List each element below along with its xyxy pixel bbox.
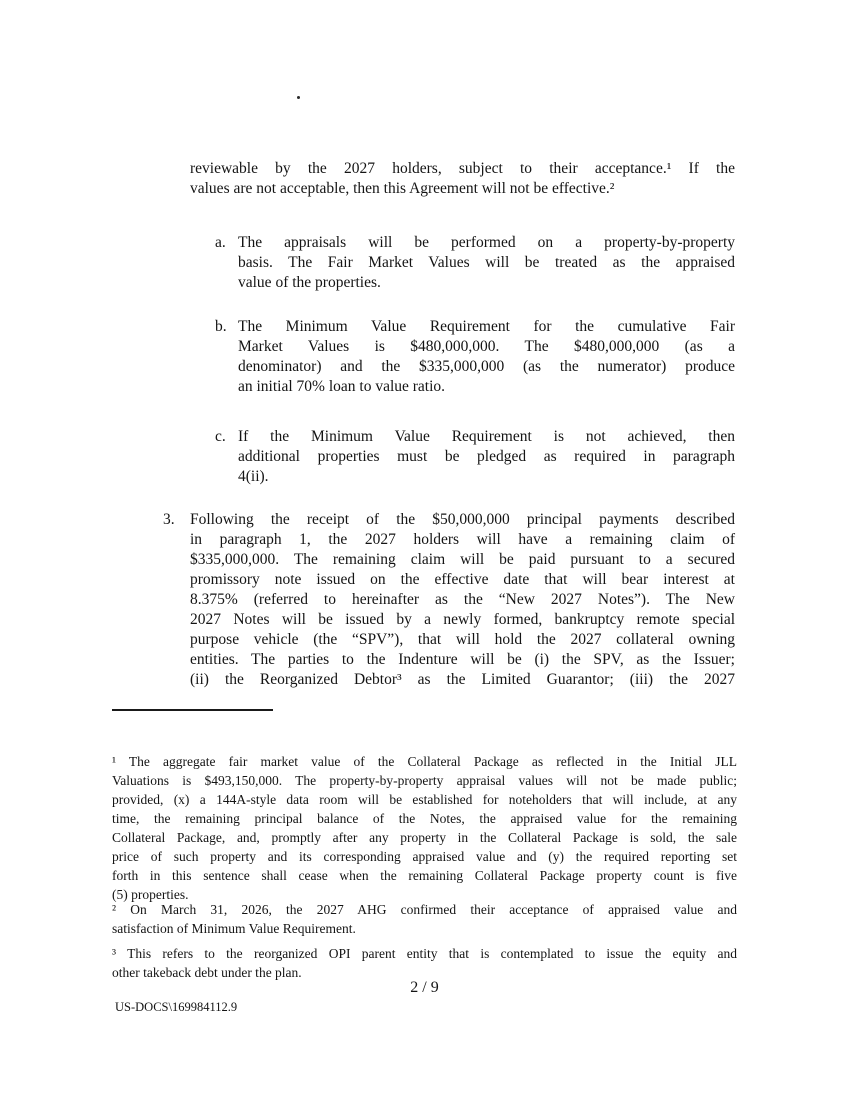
list-item-b [215, 317, 735, 397]
text-line: 8.375% (referred to hereinafter as the “New 2027 Notes”). The New [190, 591, 735, 608]
list-item-b-text [238, 317, 735, 397]
list-item-a [215, 233, 735, 293]
list-marker-b: b. [215, 318, 227, 335]
text-line: additional properties must be pledged as required in paragraph [238, 448, 735, 465]
scan-artifact-dot [297, 96, 300, 99]
numbered-item-3-marker: 3. [163, 511, 175, 528]
footnote-2 [112, 900, 737, 938]
text-line: entities. The parties to the Indenture will be (i) the SPV, as the Issuer; [190, 651, 735, 668]
text-line: (ii) the Reorganized Debtor³ as the Limited Guarantor; (iii) the 2027 [190, 671, 735, 688]
text-line: provided, (x) a 144A-style data room will be established for noteholders that will include, at any [112, 792, 737, 807]
text-line: ³ This refers to the reorganized OPI parent entity that is contemplated to issue the equity and [112, 946, 737, 961]
text-line: satisfaction of Minimum Value Requirement. [112, 921, 356, 936]
text-line: promissory note issued on the effective date that will bear interest at [190, 571, 735, 588]
list-item-c-text [238, 427, 735, 487]
text-line: ² On March 31, 2026, the 2027 AHG confirmed their acceptance of appraised value and [112, 902, 737, 917]
text-line: an initial 70% loan to value ratio. [238, 378, 446, 395]
text-line: forth in this sentence shall cease when the remaining Collateral Package property count is five [112, 868, 737, 883]
document-id-footer: US-DOCS\169984112.9 [115, 1000, 238, 1014]
list-marker-c: c. [215, 428, 226, 445]
intro-paragraph [190, 159, 735, 199]
text-line: Collateral Package, and, promptly after any property in the Collateral Package is sold, the sale [112, 830, 737, 845]
text-line: in paragraph 1, the 2027 holders will have a remaining claim of [190, 531, 735, 548]
text-line: The appraisals will be performed on a property-by-property [238, 234, 735, 251]
text-line: The Minimum Value Requirement for the cumulative Fair [238, 318, 735, 335]
numbered-item-3 [163, 510, 735, 690]
footnote-1 [112, 752, 737, 904]
list-item-c [215, 427, 735, 487]
text-line: Market Values is $480,000,000. The $480,000,000 (as a [238, 338, 735, 355]
text-line: Valuations is $493,150,000. The property-by-property appraisal values will not be made public; [112, 773, 737, 788]
text-line: Following the receipt of the $50,000,000 principal payments described [190, 511, 735, 528]
text-line: (5) properties. [112, 887, 189, 902]
text-line: price of such property and its corresponding appraised value and (y) the required reporting set [112, 849, 737, 864]
text-line: 2027 Notes will be issued by a newly formed, bankruptcy remote special [190, 611, 735, 628]
numbered-item-3-text [190, 510, 735, 690]
list-item-a-text [238, 233, 735, 293]
text-line: $335,000,000. The remaining claim will be paid pursuant to a secured [190, 551, 735, 568]
text-line: value of the properties. [238, 274, 381, 291]
footnote-3 [112, 944, 737, 982]
text-line: If the Minimum Value Requirement is not achieved, then [238, 428, 735, 445]
text-line: reviewable by the 2027 holders, subject to their acceptance.¹ If the [190, 160, 735, 177]
text-line: purpose vehicle (the “SPV”), that will hold the 2027 collateral owning [190, 631, 735, 648]
text-line: ¹ The aggregate fair market value of the Collateral Package as reflected in the Initial JLL [112, 754, 737, 769]
text-line: 4(ii). [238, 468, 269, 485]
text-line: denominator) and the $335,000,000 (as the numerator) produce [238, 358, 735, 375]
text-line: time, the remaining principal balance of the Notes, the appraised value for the remaining [112, 811, 737, 826]
text-line: basis. The Fair Market Values will be treated as the appraised [238, 254, 735, 271]
footnote-separator-rule [112, 709, 273, 711]
list-marker-a: a. [215, 234, 226, 251]
page-number: 2 / 9 [410, 979, 439, 996]
text-line: other takeback debt under the plan. [112, 965, 302, 980]
text-line: values are not acceptable, then this Agreement will not be effective.² [190, 180, 615, 197]
